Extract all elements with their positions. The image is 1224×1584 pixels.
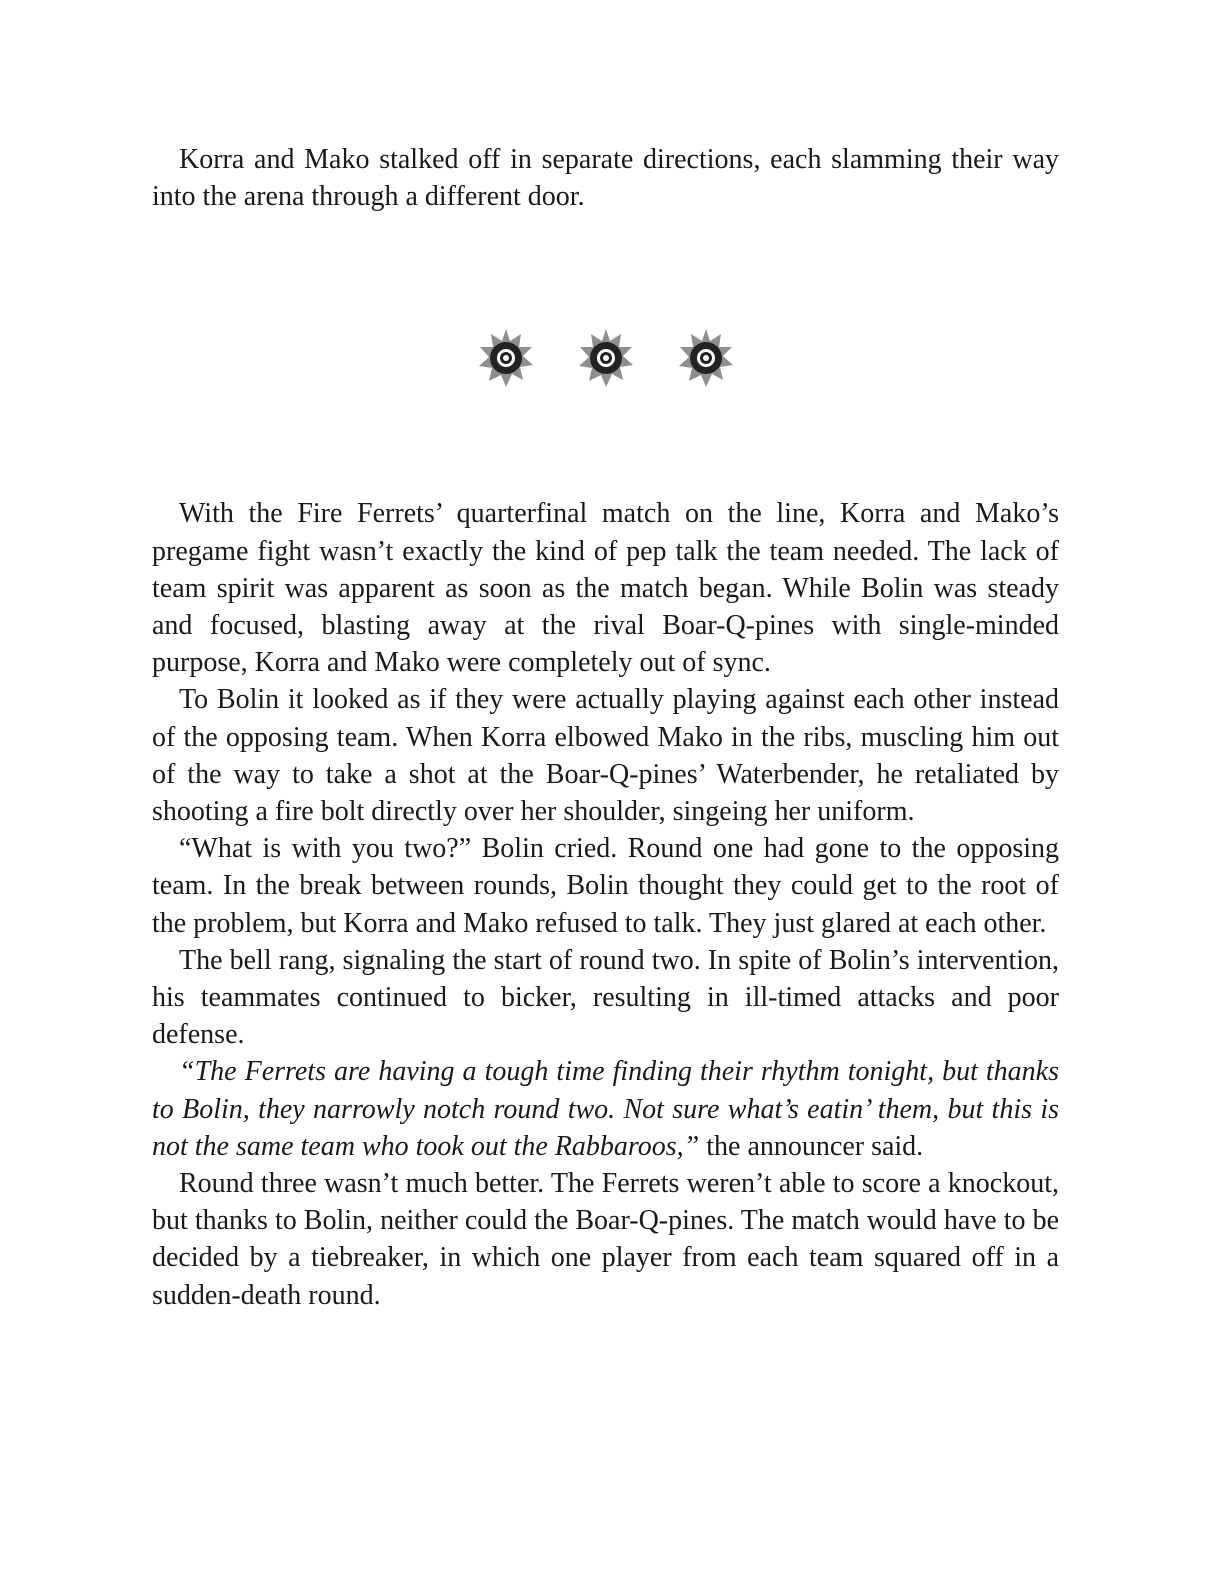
paragraph-3: To Bolin it looked as if they were actually playing against each other instead of the opposing team. When Korra elbowed Mako in the ribs, muscling him out of the way to take a shot at the Boar-Q-pines’ Waterbender, he retaliated by shooting a fire bolt directly over her shoulder, singeing her uniform.: [152, 684, 1059, 828]
paragraph-5: The bell rang, signaling the start of round two. In spite of Bolin’s intervention, his teammates continued to bicker, resulting in ill-timed attacks and poor defense.: [152, 944, 1059, 1051]
sun-emblem-icon: [675, 325, 737, 391]
sun-emblem-icon: [575, 325, 637, 391]
paragraph-6: [152, 1053, 1059, 1165]
paragraph-2: With the Fire Ferrets’ quarterfinal match on the line, Korra and Mako’s pregame fight wasn’t exactly the kind of pep talk the team needed. The lack of team spirit was apparent as soon as the match began. While Bolin was steady and focused, blasting away at the rival Boar-Q-pines with single-minded purpose, Korra and Mako were completely out of sync.: [152, 498, 1059, 679]
page-body: [152, 141, 1059, 1314]
paragraph-1: Korra and Mako stalked off in separate directions, each slamming their way into the arena through a different door.: [152, 144, 1059, 213]
paragraph-7: Round three wasn’t much better. The Ferrets weren’t able to score a knockout, but thanks to Bolin, neither could the Boar-Q-pines. The match would have to be decided by a tiebreaker, in which one player from each team squared off in a sudden-death round.: [152, 1168, 1059, 1311]
announcer-attribution: the announcer said.: [699, 1130, 924, 1162]
section-break-ornament: [152, 229, 1059, 487]
announcer-quote: “The Ferrets are having a tough time finding their rhythm tonight, but thanks to Bolin, they narrowly notch round two. Not sure what’s eatin’ them, but this is not the same team who took out the Rabbaroos,”: [152, 1056, 1059, 1162]
paragraph-4: “What is with you two?” Bolin cried. Round one had gone to the opposing team. In the break between rounds, Bolin thought they could get to the root of the problem, but Korra and Mako refused to talk. They just glared at each other.: [152, 833, 1059, 939]
sun-emblem-icon: [475, 325, 537, 391]
